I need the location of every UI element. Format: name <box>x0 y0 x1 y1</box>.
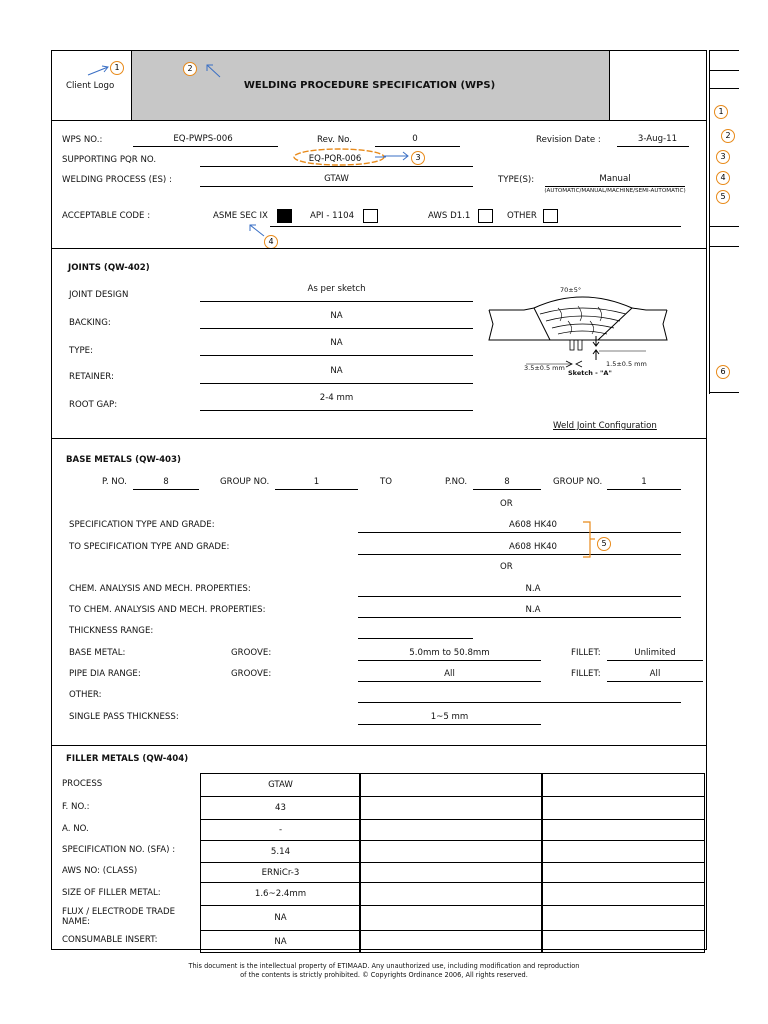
wps-no-underline <box>133 146 278 147</box>
pno-underline <box>133 489 199 490</box>
pno2-underline <box>473 489 541 490</box>
pno2-value: 8 <box>504 477 510 487</box>
code-aws-checkbox[interactable] <box>478 209 493 223</box>
joints-title: JOINTS (QW-402) <box>68 263 150 273</box>
types-label: TYPE(S): <box>498 175 535 185</box>
filler-value-cell: GTAW <box>200 773 361 797</box>
group-underline <box>275 489 358 490</box>
root-gap-value: 2-4 mm <box>319 393 354 403</box>
base-metal-label: BASE METAL: <box>69 648 126 658</box>
joint-design-underline <box>200 301 473 302</box>
filler-empty-cell <box>359 862 543 883</box>
root-gap-label: ROOT GAP: <box>69 400 118 410</box>
callout-margin-2: 2 <box>721 129 735 143</box>
cloud-highlight-icon <box>291 147 391 167</box>
process-label: WELDING PROCESS (ES) : <box>62 175 172 185</box>
filler-empty-cell <box>541 862 705 883</box>
sketch-caption: Sketch - "A" <box>568 369 612 377</box>
spec-underline <box>358 532 681 533</box>
filler-empty-cell <box>541 930 705 953</box>
fillet-value: Unlimited <box>634 648 676 658</box>
groove2-label: GROOVE: <box>231 669 272 679</box>
filler-empty-cell <box>359 819 543 841</box>
retainer-underline <box>200 383 473 384</box>
filler-value-cell: - <box>200 819 361 841</box>
filler-empty-cell <box>541 882 705 906</box>
filler-value-cell: NA <box>200 905 361 931</box>
rev-label: Rev. No. <box>317 135 353 145</box>
backing-value: NA <box>330 311 343 321</box>
code-asme-label: ASME SEC IX <box>213 211 268 221</box>
filler-row-label: SIZE OF FILLER METAL: <box>62 887 161 898</box>
code-underline <box>270 226 681 227</box>
filler-row-label: AWS NO: (CLASS) <box>62 866 138 876</box>
arrow-icon <box>384 150 412 162</box>
filler-value-cell: ERNiCr-3 <box>200 862 361 883</box>
arrow-icon <box>204 62 222 80</box>
pipe-dia-label: PIPE DIA RANGE: <box>69 669 141 679</box>
chem-underline <box>358 596 681 597</box>
filler-row-label: SPECIFICATION NO. (SFA) : <box>62 845 176 855</box>
types-value: Manual <box>599 174 631 184</box>
rev-value: 0 <box>412 134 418 144</box>
sketch-gap: 3.5±0.5 mm <box>524 364 565 372</box>
filler-empty-cell <box>359 840 543 863</box>
groove-underline <box>358 660 541 661</box>
callout-5: 5 <box>597 537 611 551</box>
group-label: GROUP NO. <box>220 477 270 487</box>
process-value: GTAW <box>324 174 349 184</box>
filler-row-label: FLUX / ELECTRODE TRADE NAME: <box>62 907 176 927</box>
thickness-range-label: THICKNESS RANGE: <box>69 626 154 636</box>
other-underline <box>358 702 681 703</box>
code-other-label: OTHER <box>507 211 537 221</box>
fillet2-label: FILLET: <box>571 669 601 679</box>
pno-label: P. NO. <box>102 477 127 487</box>
joint-design-value: As per sketch <box>307 284 366 294</box>
filler-row-label: PROCESS <box>62 778 103 789</box>
group2-underline <box>607 489 681 490</box>
filler-value-cell: 5.14 <box>200 840 361 863</box>
pqr-label: SUPPORTING PQR NO. <box>62 155 157 165</box>
filler-row-label: F. NO.: <box>62 801 90 812</box>
filler-empty-cell <box>359 882 543 906</box>
filler-empty-cell <box>541 819 705 841</box>
to-spec-underline <box>358 554 681 555</box>
chem-label: CHEM. ANALYSIS AND MECH. PROPERTIES: <box>69 584 251 594</box>
section-divider <box>51 438 707 439</box>
code-api-checkbox[interactable] <box>363 209 378 223</box>
retainer-label: RETAINER: <box>69 372 114 382</box>
to-spec-value: A608 HK40 <box>508 542 558 552</box>
or-label: OR <box>500 562 513 572</box>
thickness-range-underline <box>358 638 473 639</box>
filler-value-cell: 1.6~2.4mm <box>200 882 361 906</box>
to-chem-label: TO CHEM. ANALYSIS AND MECH. PROPERTIES: <box>69 605 266 615</box>
to-label: TO <box>380 477 393 487</box>
base-metals-title: BASE METALS (QW-403) <box>66 455 181 465</box>
right-margin-tab <box>709 226 739 247</box>
to-spec-label: TO SPECIFICATION TYPE AND GRADE: <box>69 542 230 552</box>
process-underline <box>200 186 473 187</box>
chem-value: N.A <box>525 584 541 594</box>
arrow-icon <box>86 62 112 78</box>
backing-label: BACKING: <box>69 318 111 328</box>
filler-metals-title: FILLER METALS (QW-404) <box>66 754 189 764</box>
groove2-value: All <box>444 669 455 679</box>
right-margin-tab <box>709 392 739 393</box>
pqr-value: EQ-PQR-006 <box>308 154 362 164</box>
types-underline <box>545 186 685 187</box>
callout-margin-3: 3 <box>716 150 730 164</box>
single-pass-underline <box>358 724 541 725</box>
revision-date-value: 3-Aug-11 <box>637 134 678 144</box>
callout-margin-4: 4 <box>716 171 730 185</box>
filler-empty-cell <box>541 773 705 797</box>
revision-date-underline <box>617 146 689 147</box>
pno-value: 8 <box>163 477 169 487</box>
joint-design-label: JOINT DESIGN <box>69 290 129 300</box>
filler-empty-cell <box>359 905 543 931</box>
group2-value: 1 <box>641 477 647 487</box>
pno2-label: P.NO. <box>445 477 468 487</box>
right-margin-rule <box>709 50 710 394</box>
bracket-icon <box>582 521 596 559</box>
sketch-land: 1.5±0.5 mm <box>606 360 647 368</box>
filler-empty-cell <box>541 796 705 820</box>
type-value: NA <box>330 338 343 348</box>
groove-label: GROOVE: <box>231 648 272 658</box>
groove2-underline <box>358 681 541 682</box>
filler-empty-cell <box>359 796 543 820</box>
callout-margin-5: 5 <box>716 190 730 204</box>
page-title: WELDING PROCEDURE SPECIFICATION (WPS) <box>243 80 496 91</box>
spec-label: SPECIFICATION TYPE AND GRADE: <box>69 520 215 530</box>
arrow-icon <box>244 222 268 238</box>
revision-date-label: Revision Date : <box>536 135 601 145</box>
filler-empty-cell <box>359 773 543 797</box>
wps-no-label: WPS NO.: <box>62 135 103 145</box>
section-divider <box>51 745 707 746</box>
code-asme-checkbox[interactable] <box>277 209 292 223</box>
filler-value-cell: NA <box>200 930 361 953</box>
types-hint: (AUTOMATIC/MANUAL/MACHINE/SEMI-AUTOMATIC) <box>544 188 686 194</box>
sketch-angle: 70±5° <box>560 286 582 294</box>
type-underline <box>200 355 473 356</box>
single-pass-label: SINGLE PASS THICKNESS: <box>69 712 179 722</box>
callout-margin-6: 6 <box>716 365 730 379</box>
filler-row-label: CONSUMABLE INSERT: <box>62 935 158 945</box>
groove-value: 5.0mm to 50.8mm <box>409 648 490 658</box>
right-margin-tab <box>709 50 739 71</box>
callout-2: 2 <box>183 62 197 76</box>
or-label: OR <box>500 499 513 509</box>
fillet2-underline <box>607 681 703 682</box>
section-divider <box>51 248 707 249</box>
group-value: 1 <box>313 477 320 487</box>
backing-underline <box>200 328 473 329</box>
fillet2-value: All <box>649 669 661 679</box>
client-logo: Client Logo <box>66 81 115 91</box>
copyright-line-1: This document is the intellectual property of ETIMAAD. Any unauthorized use, including modification and reproduction <box>188 962 580 970</box>
filler-empty-cell <box>541 840 705 863</box>
to-chem-underline <box>358 617 681 618</box>
acceptable-code-label: ACCEPTABLE CODE : <box>62 211 151 221</box>
copyright-line-2: of the contents is strictly prohibited. © Copyrights Ordinance 2006, All rights reserved. <box>240 971 528 979</box>
filler-row-label: A. NO. <box>62 823 89 834</box>
right-margin-tab <box>709 88 739 89</box>
header-divider <box>51 120 707 121</box>
spec-value: A608 HK40 <box>508 520 558 530</box>
filler-empty-cell <box>359 930 543 953</box>
fillet-label: FILLET: <box>571 648 601 658</box>
callout-3: 3 <box>411 151 425 165</box>
group2-label: GROUP NO. <box>553 477 603 487</box>
root-gap-underline <box>200 410 473 411</box>
retainer-value: NA <box>330 366 343 376</box>
wps-no-value: EQ-PWPS-006 <box>173 134 233 144</box>
code-aws-label: AWS D1.1 <box>428 211 471 221</box>
fillet-underline <box>607 660 703 661</box>
filler-value-cell: 43 <box>200 796 361 820</box>
other-label: OTHER: <box>69 690 102 700</box>
weld-joint-config-link[interactable]: Weld Joint Configuration <box>553 421 657 431</box>
code-other-checkbox[interactable] <box>543 209 558 223</box>
code-api-label: API - 1104 <box>310 211 355 221</box>
callout-4: 4 <box>264 235 278 249</box>
callout-margin-1: 1 <box>714 105 728 119</box>
single-pass-value: 1~5 mm <box>430 712 469 722</box>
filler-empty-cell <box>541 905 705 931</box>
type-label: TYPE: <box>69 346 94 356</box>
callout-1: 1 <box>110 61 124 75</box>
to-chem-value: N.A <box>525 605 541 615</box>
